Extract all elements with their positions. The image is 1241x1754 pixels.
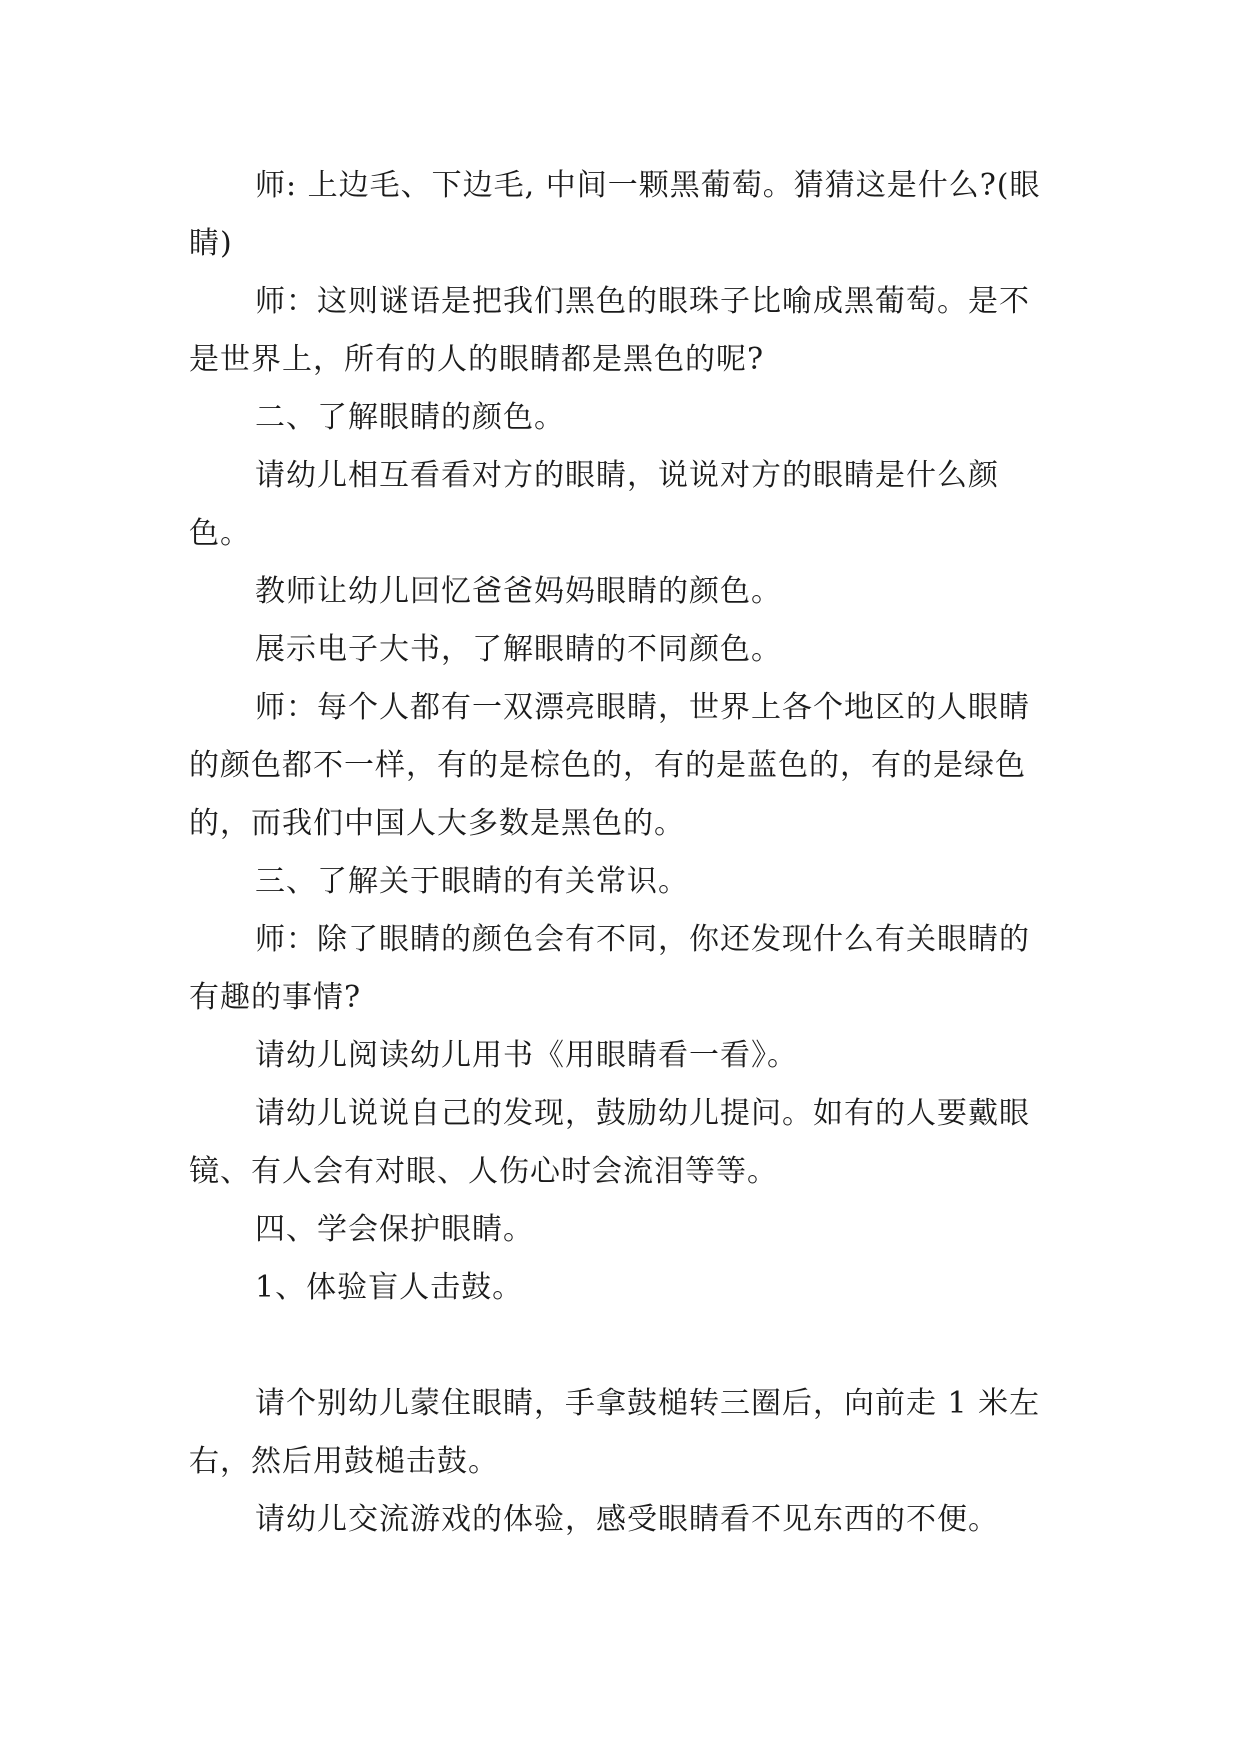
paragraph-riddle: 师: 上边毛、下边毛, 中间一颗黑葡萄。猜猜这是什么?(眼睛) [189, 168, 1041, 261]
blank-line [189, 1317, 1059, 1375]
document-body [189, 157, 1059, 1549]
paragraph-eye-colors-world: 师：每个人都有一双漂亮眼睛，世界上各个地区的人眼睛的颜色都不一样，有的是棕色的，有的是蓝色的，有的是绿色的，而我们中国人大多数是黑色的。 [189, 690, 1030, 841]
paragraph-look-at-eyes: 请幼儿相互看看对方的眼睛，说说对方的眼睛是什么颜色。 [189, 458, 999, 551]
section-heading-eye-knowledge: 三、了解关于眼睛的有关常识。 [255, 864, 689, 899]
paragraph-drum-activity: 请个别幼儿蒙住眼睛，手拿鼓槌转三圈后，向前走 1 米左右，然后用鼓槌击鼓。 [189, 1386, 1041, 1479]
section-heading-protect-eyes: 四、学会保护眼睛。 [255, 1212, 534, 1247]
paragraph-recall-parents: 教师让幼儿回忆爸爸妈妈眼睛的颜色。 [255, 574, 782, 609]
section-heading-eye-color: 二、了解眼睛的颜色。 [255, 400, 565, 435]
paragraph-share-experience: 请幼儿交流游戏的体验，感受眼睛看不见东西的不便。 [255, 1502, 999, 1537]
paragraph-show-big-book: 展示电子大书，了解眼睛的不同颜色。 [255, 632, 782, 667]
paragraph-read-book: 请幼儿阅读幼儿用书《用眼睛看一看》。 [255, 1038, 798, 1073]
paragraph-discoveries: 请幼儿说说自己的发现，鼓励幼儿提问。如有的人要戴眼镜、有人会有对眼、人伤心时会流泪等等。 [189, 1096, 1030, 1189]
paragraph-riddle-explanation: 师：这则谜语是把我们黑色的眼珠子比喻成黑葡萄。是不是世界上，所有的人的眼睛都是黑色的呢? [189, 284, 1030, 377]
paragraph-interesting-things: 师：除了眼睛的颜色会有不同，你还发现什么有关眼睛的有趣的事情? [189, 922, 1030, 1015]
subheading-blind-drumming: 1、体验盲人击鼓。 [255, 1270, 524, 1305]
